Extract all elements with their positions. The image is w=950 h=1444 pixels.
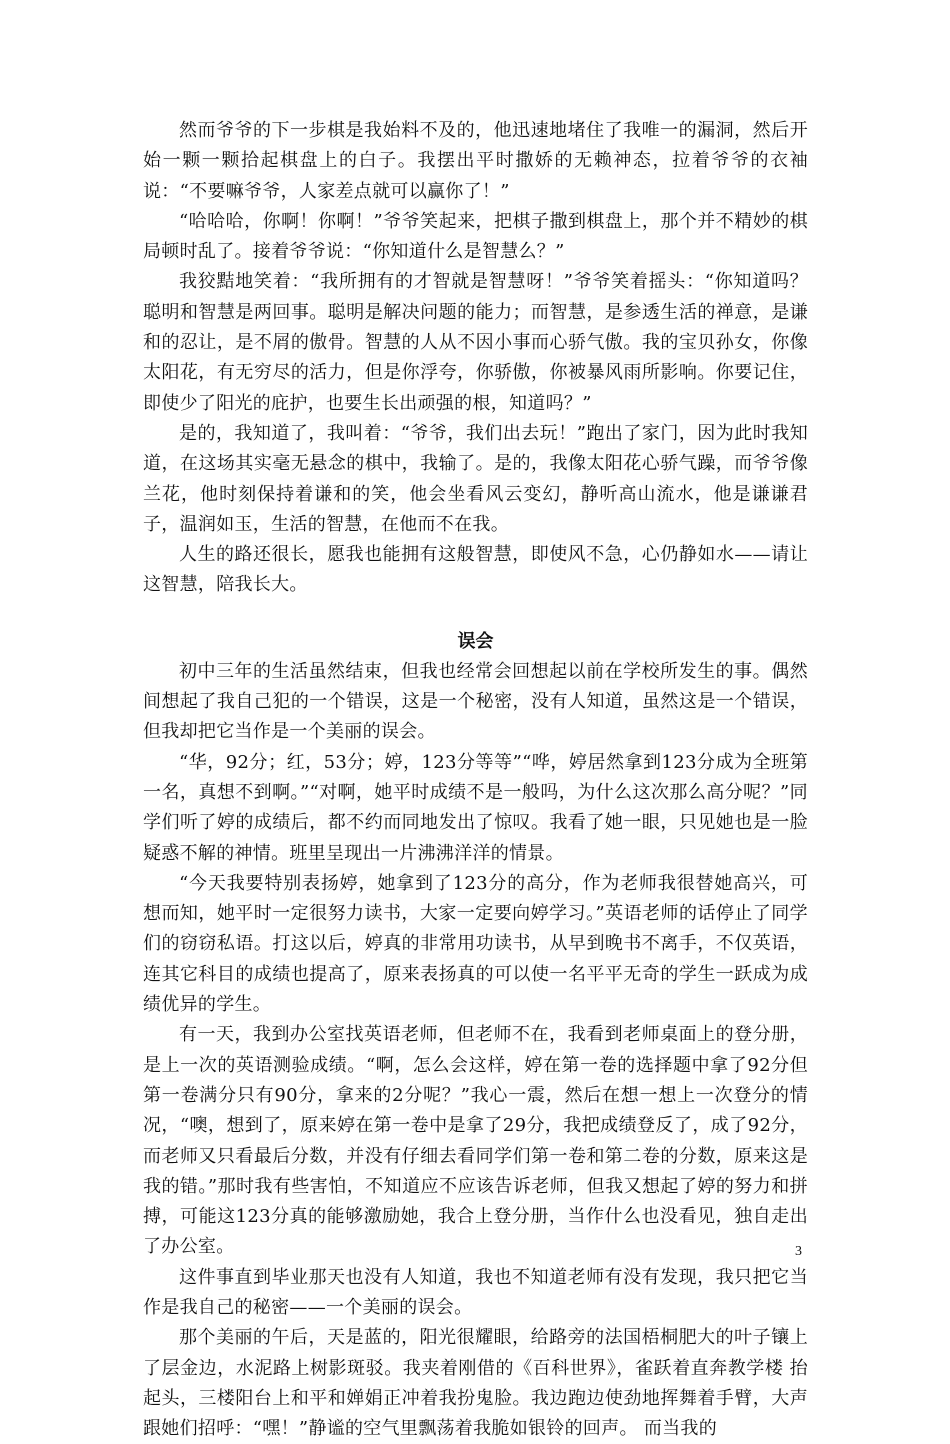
paragraph: 人生的路还很长，愿我也能拥有这般智慧，即使风不急，心仍静如水——请让这智慧，陪我长大。 xyxy=(143,544,808,596)
paragraph: “华，92分；红，53分；婷，123分等等”“哗，婷居然拿到123分成为全班第一名，真想不到啊。”“对啊，她平时成绩不是一般吗，为什么这次那么高分呢？”同学们听了婷的成绩后，都不约而同地发出了惊叹。我看了她一眼，只见她也是一脸疑惑不解的神情。班里呈现出一片沸沸洋洋的情景。 xyxy=(143,751,808,864)
paragraph: 那个美丽的午后，天是蓝的，阳光很耀眼，给路旁的法国梧桐肥大的叶子镶上了层金边，水泥路上树影斑驳。我夹着刚借的《百科世界》，雀跃着直奔教学楼 抬起头，三楼阳台上和平和婵娟正冲着我扮鬼脸。我边跑边使劲地挥舞着手臂，大声跟她们招呼：“嘿！”静谧的空气里飘荡着我脆如银铃的回声。 而当我的 xyxy=(143,1327,808,1440)
paragraph: 有一天，我到办公室找英语老师，但老师不在，我看到老师桌面上的登分册，是上一次的英语测验成绩。“啊，怎么会这样，婷在第一卷的选择题中拿了92分但第一卷满分只有90分，拿来的2分呢？”我心一震，然后在想一想上一次登分的情况，“噢，想到了，原来婷在第一卷中是拿了29分，我把成绩登反了，成了92分，而老师又只看最后分数，并没有仔细去看同学们第一卷和第二卷的分数，原来这是我的错。”那时我有些害怕，不知道应不应该告诉老师，但我又想起了婷的努力和拼搏，可能这123分真的能够激励她，我合上登分册，当作什么也没看见，独自走出了办公室。 xyxy=(143,1024,808,1258)
paragraph: 这件事直到毕业那天也没有人知道，我也不知道老师有没有发现，我只把它当作是我自己的秘密——一个美丽的误会。 xyxy=(143,1266,808,1318)
paragraph: 然而爷爷的下一步棋是我始料不及的，他迅速地堵住了我唯一的漏洞，然后开始一颗一颗拾起棋盘上的白子。我摆出平时撒娇的无赖神态，拉着爷爷的衣袖说：“不要嘛爷爷，人家差点就可以赢你了！” xyxy=(143,120,808,202)
paragraph: “今天我要特别表扬婷，她拿到了123分的高分，作为老师我很替她高兴，可想而知，她平时一定很努力读书，大家一定要向婷学习。”英语老师的话停止了同学们的窃窃私语。打这以后，婷真的非常用功读书，从早到晚书不离手，不仅英语，连其它科目的成绩也提高了，原来表扬真的可以使一名平平无奇的学生一跃成为成绩优异的学生。 xyxy=(143,872,808,1016)
paragraph: 是的，我知道了，我叫着：“爷爷，我们出去玩！”跑出了家门，因为此时我知道，在这场其实毫无悬念的棋中，我输了。是的，我像太阳花心骄气躁，而爷爷像兰花，他时刻保持着谦和的笑，他会坐看风云变幻，静听高山流水，他是谦谦君子，温润如玉，生活的智慧，在他而不在我。 xyxy=(143,422,808,535)
paragraph: 初中三年的生活虽然结束，但我也经常会回想起以前在学校所发生的事。偶然间想起了我自己犯的一个错误，这是一个秘密，没有人知道，虽然这是一个错误，但我却把它当作是一个美丽的误会。 xyxy=(143,660,808,743)
section-title: 误会 xyxy=(457,630,494,652)
paragraph: 我狡黠地笑着：“我所拥有的才智就是智慧呀！”爷爷笑着摇头：“你知道吗？聪明和智慧是两回事。聪明是解决问题的能力；而智慧，是参透生活的禅意，是谦和的忍让，是不屑的傲骨。智慧的人从不因小事而心骄气傲。我的宝贝孙女，你像太阳花，有无穷尽的活力，但是你浮夸，你骄傲，你被暴风雨所影响。你要记住，即使少了阳光的庇护，也要生长出顽强的根，知道吗？” xyxy=(143,271,808,414)
paragraph: “哈哈哈，你啊！你啊！”爷爷笑起来，把棋子撒到棋盘上，那个并不精妙的棋局顿时乱了。接着爷爷说：“你知道什么是智慧么？” xyxy=(143,210,808,263)
page-number: 3 xyxy=(795,1244,802,1259)
page-body xyxy=(143,116,808,1444)
